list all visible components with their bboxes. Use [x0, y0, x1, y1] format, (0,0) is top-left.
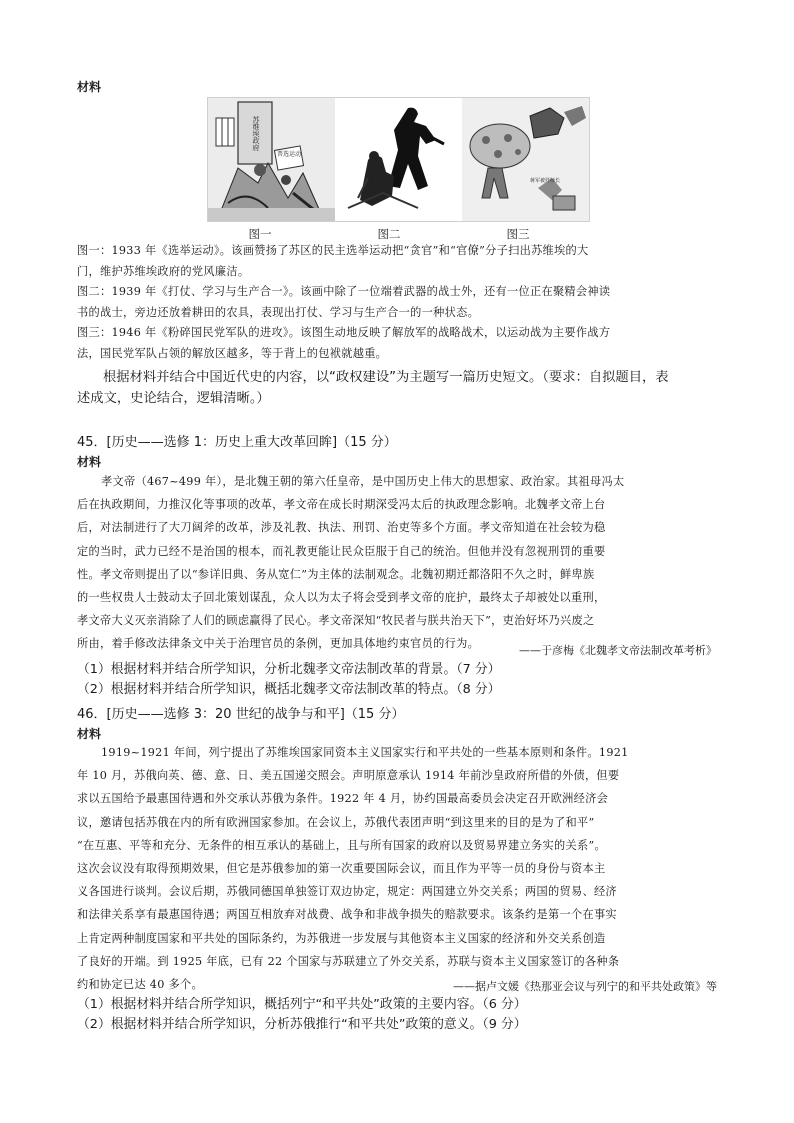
cartoon-3-burden	[462, 98, 589, 221]
figure-caption-3: 图三	[506, 227, 530, 241]
cartoon-1-banner-text: 苏维埃政府	[252, 116, 260, 151]
q46-source: ——据卢文媛《热那亚会议与列宁的和平共处政策》等	[453, 980, 717, 993]
q46-line: “在互惠、平等和充分、无条件的相互承认的基础上，且与所有国家的政府以及贸易界建立务实的关系”。	[77, 838, 606, 852]
figure-descriptions	[77, 241, 719, 364]
q46-line: 求以五国给予最惠国待遇和外交承认苏俄为条件。1922 年 4 月，协约国最高委员会决定召开欧洲经济会	[77, 792, 609, 806]
q46-line: 这次会议没有取得预期效果，但它是苏俄参加的第一次重要国际会议，而且作为平等一员的身份与资本主	[77, 862, 606, 876]
cartoon-2-silhouettes	[335, 98, 462, 221]
q45-line: 后，对法制进行了大刀阔斧的改革，涉及礼教、执法、刑罚、治吏等多个方面。孝文帝知道在社会较为稳	[77, 521, 606, 535]
q46-line: 上肯定两种制度国家和平共处的国际条约，为苏俄进一步发展与其他资本主义国家的经济和外交关系创造	[77, 931, 606, 945]
cartoon-3-tag-text: 蒋军被歼师长	[530, 178, 561, 184]
q45-questions	[77, 660, 727, 700]
figure-desc-line: 法，国民党军队占领的解放区越多，等于背上的包袱就越重。	[77, 346, 388, 360]
essay-task-line: 根据材料并结合中国近代史的内容，以“政权建设”为主题写一篇历史短文。（要求：自拟题目，表	[103, 370, 669, 385]
q45-line: 所由，着手修改法律条文中关于治理官员的条例，更加具体地约束官员的行为。	[77, 637, 480, 651]
figure-desc-line: 门，维护苏维埃政府的党风廉洁。	[77, 264, 250, 278]
q45-line: 后在执政期间，力推汉化等事项的改革，孝文帝在成长时期深受冯太后的执政理念影响。北魏孝文帝上台	[77, 498, 606, 512]
q46-line: 义各国进行谈判。会议后期，苏俄同德国单独签订双边协定，规定：两国建立外交关系；两国的贸易、经济	[77, 885, 617, 899]
figure-desc-line: 书的战士，旁边还放着耕田的农具，表现出打仗、学习与生产合一的一种状态。	[77, 305, 480, 319]
q45-material-label: 材料	[77, 455, 102, 469]
q45-line: 性。孝文帝则提出了以“参详旧典、务从宽仁”为主体的法制观念。北魏初期迁都洛阳不久之时，鲜卑族	[77, 567, 595, 581]
q46-line: 议，邀请包括苏俄在内的所有欧洲国家参加。在会议上，苏俄代表团声明“到这里来的目的是为了和平”	[77, 815, 595, 829]
cartoon-1-sign-text: 普选运动	[276, 151, 302, 158]
essay-task	[77, 367, 727, 409]
q46-material-label: 材料	[77, 727, 102, 741]
q46-line: 年 10 月，苏俄向英、德、意、日、美五国递交照会。声明原意承认 1914 年前沙皇政府所借的外债，但要	[77, 769, 620, 783]
q46-questions	[77, 995, 727, 1035]
q45-source: ——于彦梅《北魏孝文帝法制改革考析》	[519, 644, 717, 657]
essay-task-line: 述成文，史论结合，逻辑清晰。）	[77, 391, 270, 406]
q46-line: 1919~1921 年间，列宁提出了苏维埃国家同资本主义国家实行和平共处的一些基本原则和条件。1921	[101, 746, 629, 759]
q45-line: 的一些权贵人士鼓动太子回北策划谋乱，众人以为太子将会受到孝文帝的庇护，最终太子却被处以重刑，	[77, 591, 606, 605]
q46-question-2: （2）根据材料并结合所学知识，分析苏俄推行“和平共处”政策的意义。（9 分）	[77, 1017, 527, 1032]
q45-question-2: （2）根据材料并结合所学知识，概括北魏孝文帝法制改革的特点。（8 分）	[77, 682, 501, 697]
q45-line: 孝文帝大义灭亲消除了人们的顾虑赢得了民心。孝文帝深知“牧民者与朕共治天下”，吏治好坏乃兴废之	[77, 614, 595, 628]
figure-caption-2: 图二	[377, 227, 401, 241]
material-label: 材料	[77, 80, 102, 94]
q46-line: 约和协定已达 40 多个。	[77, 978, 203, 992]
figure-caption-1: 图一	[248, 227, 272, 241]
q46-question-1: （1）根据材料并结合所学知识，概括列宁“和平共处”政策的主要内容。（6 分）	[77, 997, 527, 1012]
q45-line: 孝文帝（467~499 年），是北魏王朝的第六任皇帝，是中国历史上伟大的思想家、政治家。其祖母冯太	[101, 475, 625, 488]
q45-heading: 45．[历史——选修 1：历史上重大改革回眸]（15 分）	[77, 435, 397, 450]
cartoon-drawings	[208, 98, 589, 221]
q45-question-1: （1）根据材料并结合所学知识，分析北魏孝文帝法制改革的背景。（7 分）	[77, 662, 501, 677]
q46-material	[77, 741, 719, 996]
q45-material	[77, 470, 719, 656]
q46-line: 和法律关系享有最惠国待遇；两国互相放弃对战费、战争和非战争损失的赔款要求。该条约是第一个在事实	[77, 908, 617, 922]
q46-heading: 46．[历史——选修 3：20 世纪的战争与和平]（15 分）	[77, 707, 405, 722]
cartoon-figure	[207, 97, 590, 222]
cartoon-1-sweeping	[208, 98, 335, 221]
q45-line: 定的当时，武力已经不是治国的根本，而礼教更能让民众臣服于自己的统治。但他并没有忽视刑罚的重要	[77, 544, 606, 558]
figure-desc-line: 图三：1946 年《粉碎国民党军队的进攻》。该图生动地反映了解放军的战略战术，以运动战为主要作战方	[77, 326, 611, 339]
figure-desc-line: 图一：1933 年《选举运动》。该画赞扬了苏区的民主选举运动把“贪官”和“官僚”分子扫出苏维埃的大	[77, 244, 589, 257]
figure-desc-line: 图二：1939 年《打仗、学习与生产合一》。该画中除了一位端着武器的战士外，还有一位正在聚精会神读	[77, 285, 611, 298]
q46-line: 了良好的开端。到 1925 年底，已有 22 个国家与苏联建立了外交关系，苏联与资本主义国家签订的各种条	[77, 954, 620, 968]
